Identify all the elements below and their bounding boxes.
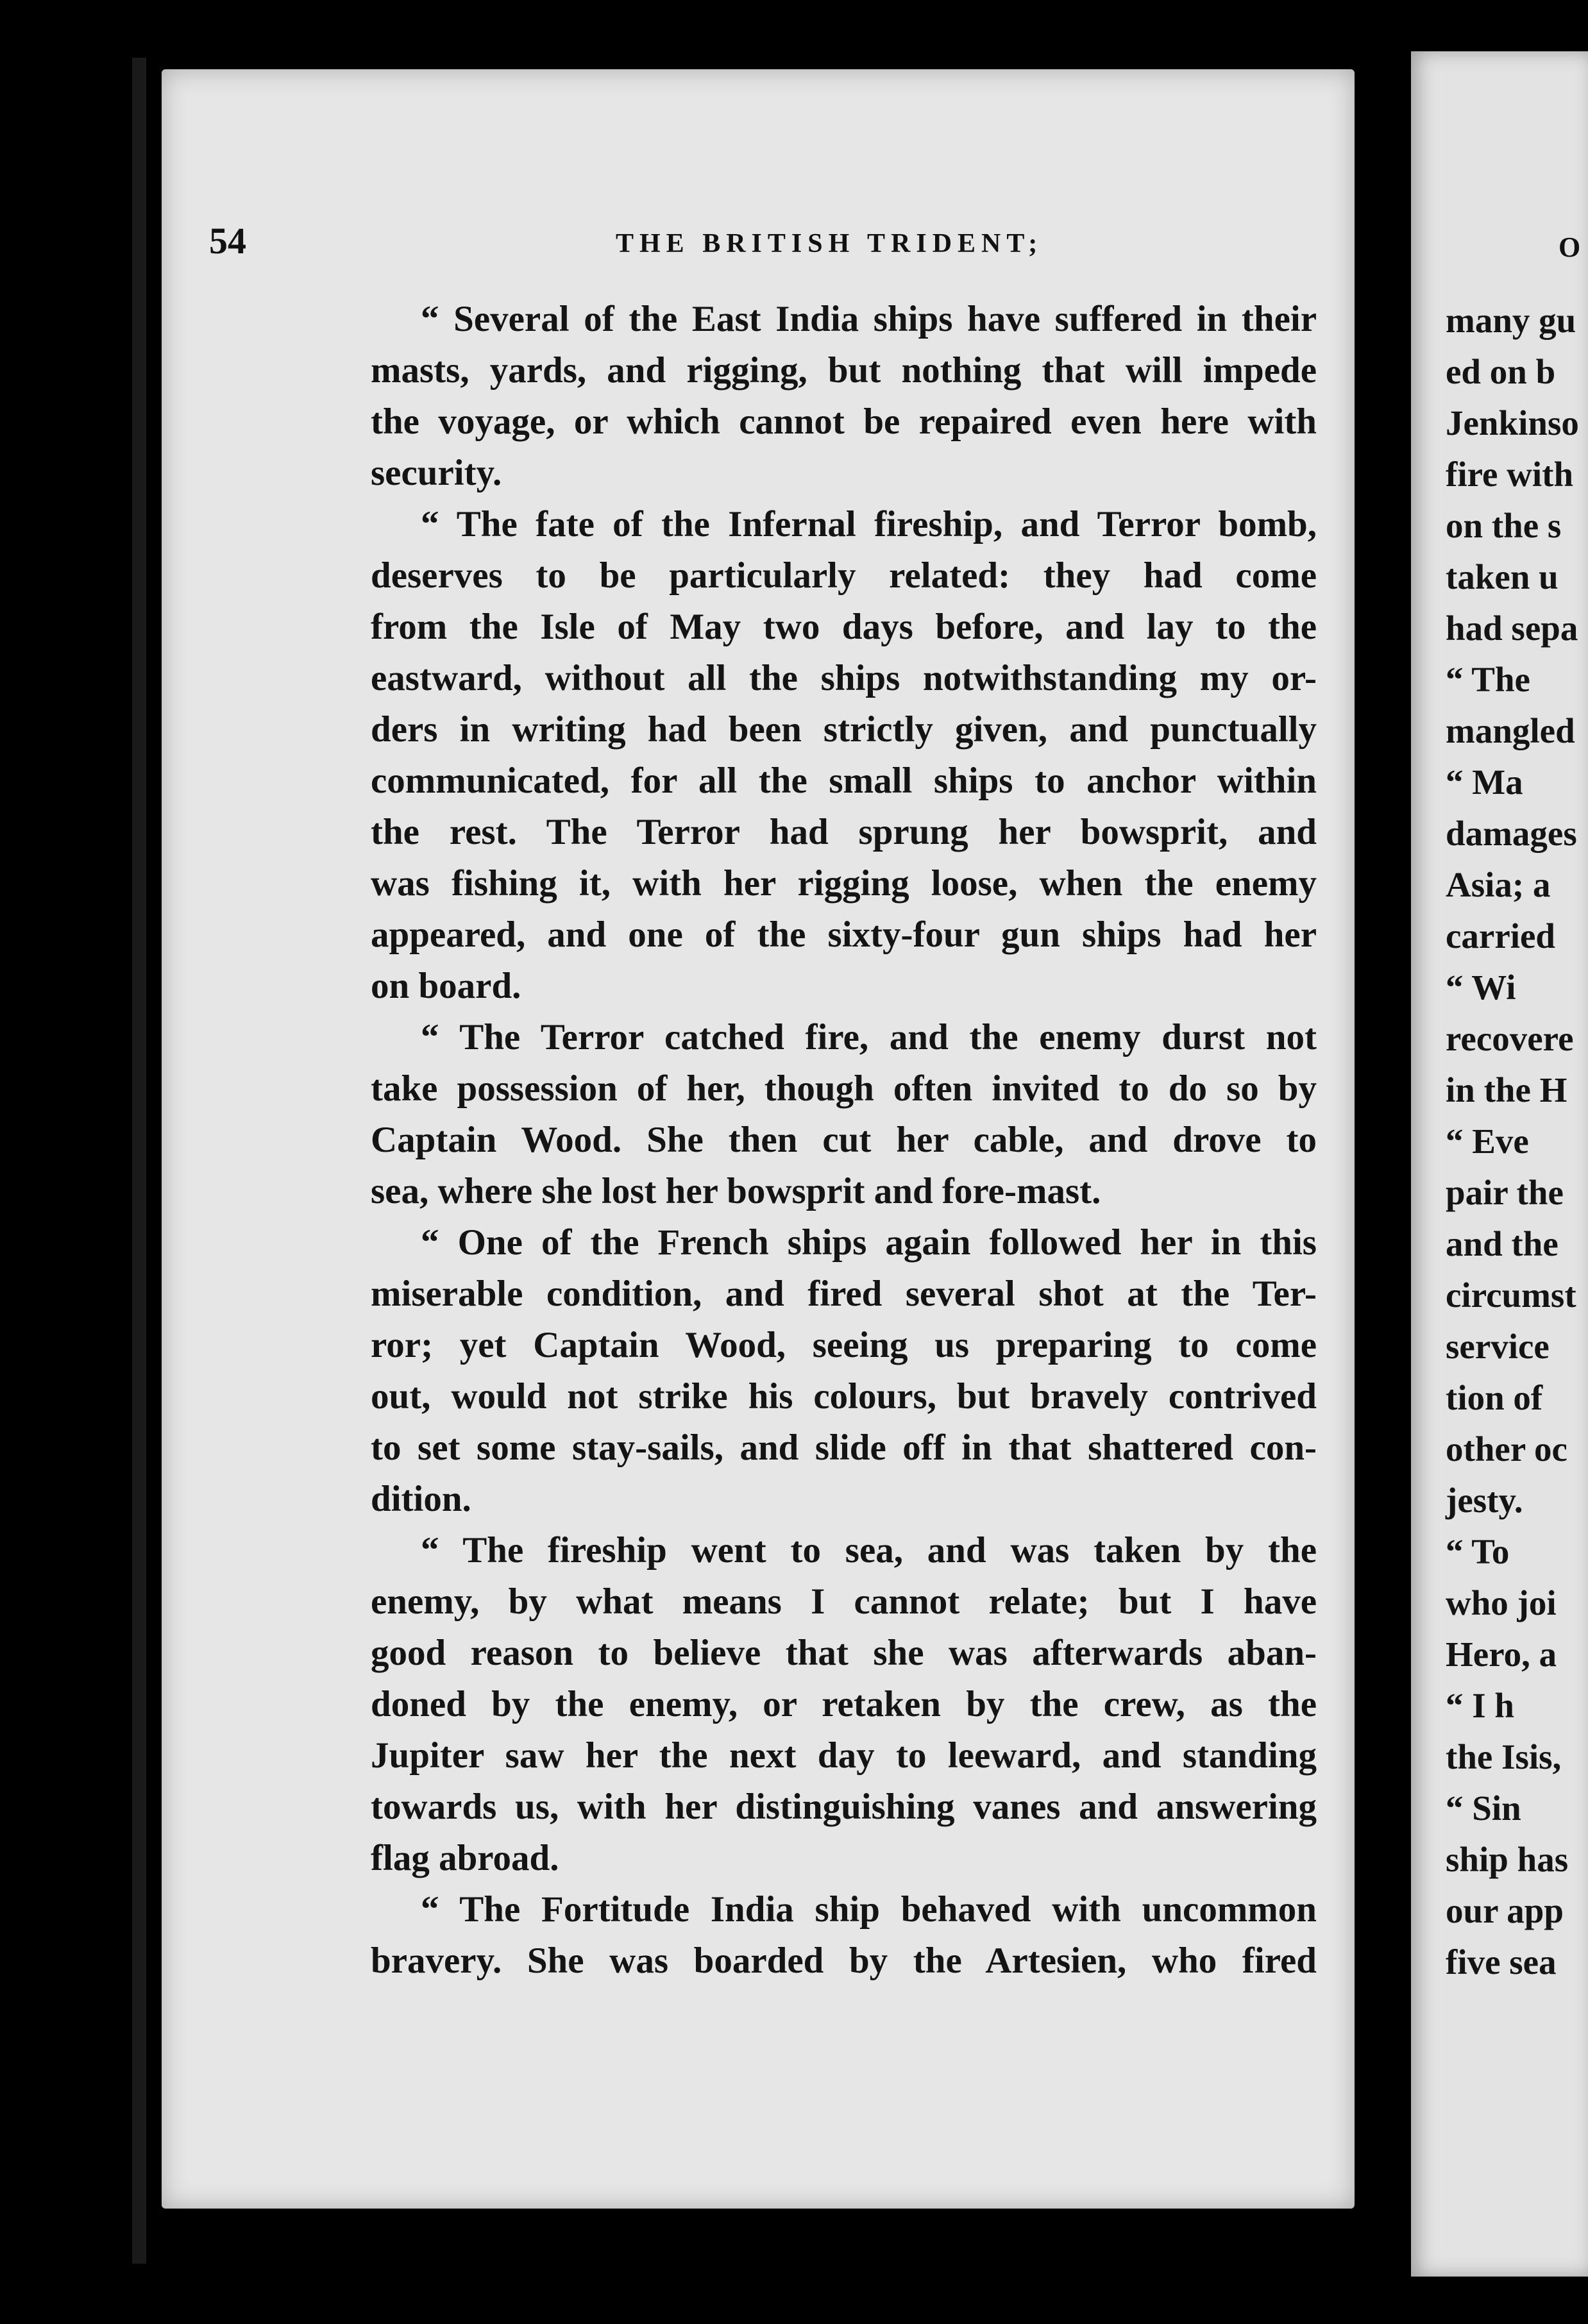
right-page-line: taken u [1446, 557, 1558, 596]
right-page-line: many gu [1446, 301, 1576, 340]
text-line: appeared, and one of the sixty-four gun ships had her [371, 914, 1317, 955]
right-page-line: and the [1446, 1224, 1558, 1263]
text-line: ror; yet Captain Wood, seeing us preparing to come [371, 1325, 1317, 1365]
text-line: deserves to be particularly related: they had come [371, 555, 1317, 596]
right-page-line: who joi [1446, 1583, 1557, 1622]
page-gutter [1355, 0, 1411, 2324]
right-page-line: carried [1446, 916, 1556, 956]
text-line: Captain Wood. She then cut her cable, and drove to [371, 1120, 1317, 1160]
text-line: “ The Terror catched fire, and the enemy durst not [421, 1017, 1317, 1057]
text-line: Jupiter saw her the next day to leeward, and standing [371, 1735, 1317, 1776]
text-line: towards us, with her distinguishing vanes and answering [371, 1787, 1317, 1827]
right-page-line: Jenkinso [1446, 403, 1579, 442]
right-page-line: tion of [1446, 1378, 1543, 1417]
text-line: was fishing it, with her rigging loose, when the enemy [371, 863, 1317, 904]
right-page-line: “ Ma [1446, 762, 1523, 802]
text-line: out, would not strike his colours, but bravely contrived [371, 1376, 1317, 1417]
text-line: sea, where she lost her bowsprit and fore-mast. [371, 1171, 1101, 1211]
right-page-line: in the H [1446, 1070, 1567, 1109]
text-line: the rest. The Terror had sprung her bowsprit, and [371, 812, 1317, 852]
text-line: take possession of her, though often invited to do so by [371, 1068, 1317, 1109]
body-text [371, 294, 1317, 1987]
right-page-line: five sea [1446, 1942, 1557, 1982]
text-line: doned by the enemy, or retaken by the crew, as the [371, 1684, 1317, 1724]
right-page-line: “ To [1446, 1532, 1510, 1571]
right-page-line: other oc [1446, 1429, 1567, 1469]
text-line: on board. [371, 966, 521, 1006]
text-line: “ One of the French ships again followed her in this [421, 1222, 1317, 1263]
right-page-line: mangled [1446, 711, 1575, 750]
running-title: THE BRITISH TRIDENT; [616, 229, 1043, 258]
right-page-line: had sepa [1446, 609, 1578, 648]
right-page-line: the Isis, [1446, 1737, 1562, 1776]
text-line: enemy, by what means I cannot relate; but I have [371, 1581, 1317, 1622]
right-page-line: damages [1446, 814, 1577, 853]
right-page-text [1446, 295, 1588, 1988]
right-page-line: Asia; a [1446, 865, 1551, 904]
text-line: good reason to believe that she was afterwards aban- [371, 1633, 1317, 1673]
right-page-line: circumst [1446, 1276, 1576, 1315]
right-page-line: ship has [1446, 1840, 1569, 1879]
right-page-line: Hero, a [1446, 1635, 1557, 1674]
text-line: ders in writing had been strictly given, and punctually [371, 709, 1317, 750]
text-line: “ Several of the East India ships have suffered in their [421, 299, 1317, 339]
right-page-line: service [1446, 1327, 1550, 1366]
right-page-line: “ Sin [1446, 1789, 1521, 1828]
right-page-line: jesty. [1446, 1481, 1523, 1520]
right-page-line: “ The [1446, 660, 1530, 699]
right-page-line: our app [1446, 1891, 1564, 1930]
text-line: “ The fate of the Infernal fireship, and Terror bomb, [421, 504, 1317, 544]
text-line: to set some stay-sails, and slide off in that shattered con- [371, 1427, 1317, 1468]
text-line: miserable condition, and fired several shot at the Ter- [371, 1274, 1317, 1314]
text-line: “ The Fortitude India ship behaved with uncommon [421, 1889, 1317, 1930]
text-line: communicated, for all the small ships to anchor within [371, 761, 1317, 801]
right-page-line: “ Wi [1446, 968, 1516, 1007]
right-page-line: on the s [1446, 506, 1562, 545]
text-line: security. [371, 453, 502, 493]
text-line: bravery. She was boarded by the Artesien, who fired [371, 1941, 1317, 1981]
right-page-line: fire with [1446, 455, 1574, 494]
text-line: “ The fireship went to sea, and was taken by the [421, 1530, 1317, 1570]
right-page-line: “ I h [1446, 1686, 1514, 1725]
right-page-line: recovere [1446, 1019, 1574, 1058]
book-spine-edge [132, 58, 146, 2264]
text-line: from the Isle of May two days before, and lay to the [371, 607, 1317, 647]
right-page-header: O [1558, 232, 1581, 263]
right-page-line: pair the [1446, 1173, 1564, 1212]
text-line: eastward, without all the ships notwithstanding my or- [371, 658, 1317, 698]
right-page-line: “ Eve [1446, 1122, 1529, 1161]
text-line: dition. [371, 1479, 471, 1519]
right-page-line: ed on b [1446, 352, 1556, 391]
page-number: 54 [209, 220, 246, 262]
text-line: the voyage, or which cannot be repaired even here with [371, 401, 1317, 442]
text-line: flag abroad. [371, 1838, 559, 1878]
text-line: masts, yards, and rigging, but nothing that will impede [371, 350, 1317, 391]
